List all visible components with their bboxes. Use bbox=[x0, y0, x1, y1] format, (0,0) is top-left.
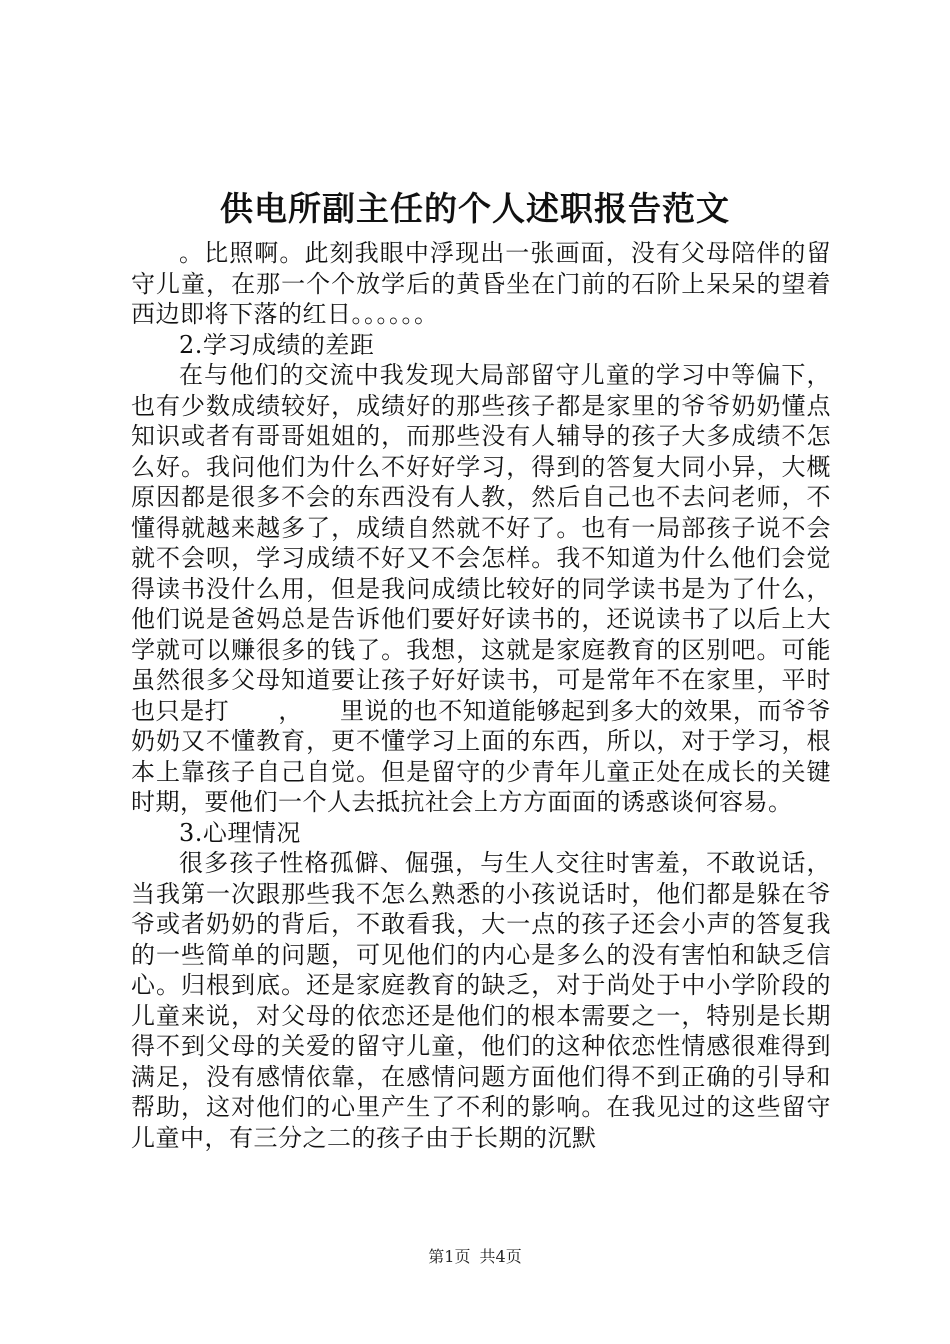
document-title: 供电所副主任的个人述职报告范文 bbox=[220, 189, 730, 228]
page-footer bbox=[0, 1247, 950, 1267]
document-body bbox=[131, 238, 831, 1153]
page-number: 第1页 bbox=[428, 1247, 471, 1266]
page-total: 共4页 bbox=[479, 1247, 522, 1266]
paragraph-psychology: 很多孩子性格孤僻、倔强，与生人交往时害羞，不敢说话，当我第一次跟那些我不怎么熟悉的小孩说话时，他们都是躲在爷爷或者奶奶的背后，不敢看我，大一点的孩子还会小声的答复我的一些简单的问题，可见他们的内心是多么的没有害怕和缺乏信心。归根到底。还是家庭教育的缺乏，对于尚处于中小学阶段的儿童来说，对父母的依恋还是他们的根本需要之一，特别是长期得不到父母的关爱的留守儿童，他们的这种依恋性情感很难得到满足，没有感情依靠，在感情问题方面他们得不到正确的引导和帮助，这对他们的心里产生了不利的影响。在我见过的这些留守儿童中，有三分之二的孩子由于长期的沉默 bbox=[131, 849, 831, 1152]
paragraph-intro: 。比照啊。此刻我眼中浮现出一张画面，没有父母陪伴的留守儿童，在那一个个放学后的黄昏坐在门前的石阶上呆呆的望着西边即将下落的红日。。。。。。 bbox=[131, 239, 831, 328]
paragraph-study-gap: 在与他们的交流中我发现大局部留守儿童的学习中等偏下，也有少数成绩较好，成绩好的那些孩子都是家里的爷爷奶奶懂点知识或者有哥哥姐姐的，而那些没有人辅导的孩子大多成绩不怎么好。我问他们为什么不好好学习，得到的答复大同小异，大概原因都是很多不会的东西没有人教，然后自己也不去问老师，不懂得就越来越多了，成绩自然就不好了。也有一局部孩子说不会就不会呗，学习成绩不好又不会怎样。我不知道为什么他们会觉得读书没什么用，但是我问成绩比较好的同学读书是为了什么，他们说是爸妈总是告诉他们要好好读书的，还说读书了以后上大学就可以赚很多的钱了。我想，这就是家庭教育的区别吧。可能虽然很多父母知道要让孩子好好读书，可是常年不在家里，平时也只是打 ， 里说的也不知道能够起到多大的效果，而爷爷奶奶又不懂教育，更不懂学习上面的东西，所以，对于学习，根本上靠孩子自己自觉。但是留守的少青年儿童正处在成长的关键时期，要他们一个人去抵抗社会上方方面面的诱惑谈何容易。 bbox=[131, 361, 831, 816]
section-heading-psychology: 3.心理情况 bbox=[179, 818, 301, 847]
section-heading-study-gap: 2.学习成绩的差距 bbox=[179, 330, 375, 359]
